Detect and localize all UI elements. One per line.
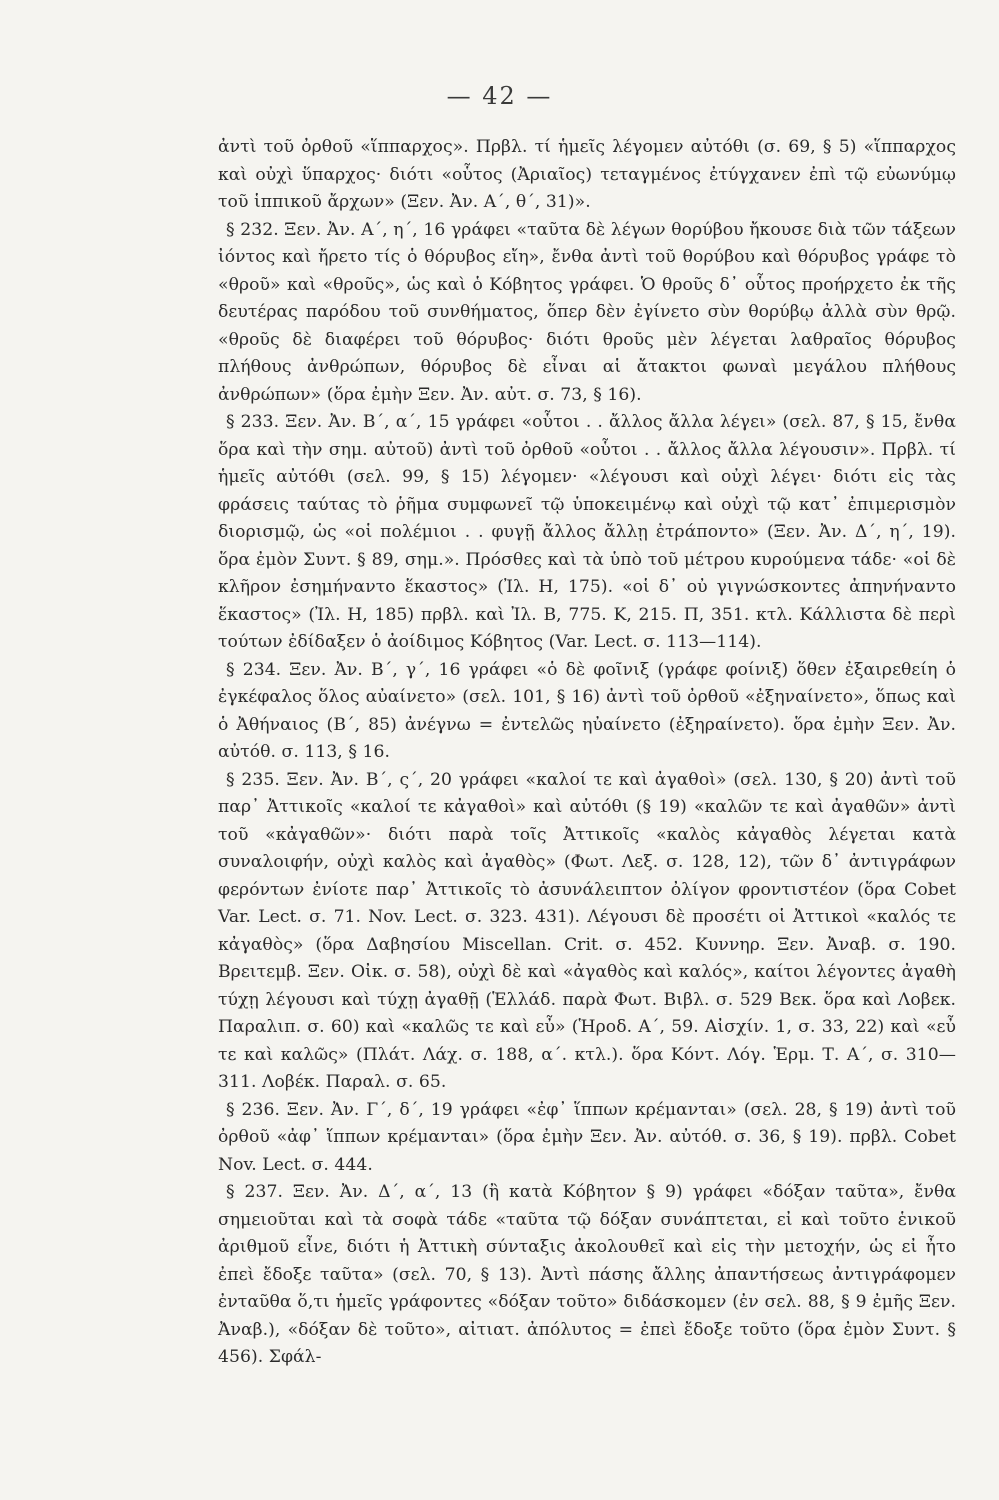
body-text xyxy=(218,134,956,1372)
paragraph-235: § 235. Ξεν. Ἀν. Β΄, ς΄, 20 γράφει «καλοί τε καὶ ἀγαθοὶ» (σελ. 130, § 20) ἀντὶ τοῦ παρ᾽ Ἀττικοῖς «καλοί τε κἀγαθοὶ» καὶ αὐτόθι (§ 19) «καλῶν τε καὶ ἀγαθῶν» ἀντὶ τοῦ «κἀγαθῶν»· διότι παρὰ τοῖς Ἀττικοῖς «καλὸς κἀγαθὸς λέγεται κατὰ συναλοιφήν, οὐχὶ καλὸς καὶ ἀγαθὸς» (Φωτ. Λεξ. σ. 128, 12), τῶν δ᾽ ἀντιγράφων φερόντων ἐνίοτε παρ᾽ Ἀττικοῖς τὸ ἀσυνάλειπτον ὀλίγον φροντιστέον (ὅρα Cobet Var. Lect. σ. 71. Nov. Lect. σ. 323. 431). Λέγουσι δὲ προσέτι οἱ Ἀττικοὶ «καλός τε κἀγαθὸς» (ὅρα Δαβησίου Miscellan. Crit. σ. 452. Κυννηρ. Ξεν. Ἀναβ. σ. 190. Βρειτεμβ. Ξεν. Οἰκ. σ. 58), οὐχὶ δὲ καὶ «ἀγαθὸς καὶ καλός», καίτοι λέγοντες ἀγαθὴ τύχῃ λέγουσι καὶ τύχῃ ἀγαθῇ (Ἑλλάδ. παρὰ Φωτ. Βιβλ. σ. 529 Βεκ. ὅρα καὶ Λοβεκ. Παραλιπ. σ. 60) καὶ «καλῶς τε καὶ εὖ» (Ἡροδ. Α΄, 59. Αἰσχίν. 1, σ. 33, 22) καὶ «εὖ τε καὶ καλῶς» (Πλάτ. Λάχ. σ. 188, α΄. κτλ.). ὅρα Κόντ. Λόγ. Ἑρμ. Τ. Α΄, σ. 310—311. Λοβέκ. Παραλ. σ. 65. xyxy=(218,769,956,1092)
paragraph-234: § 234. Ξεν. Ἀν. Β΄, γ΄, 16 γράφει «ὁ δὲ φοῖνιξ (γράφε φοίνιξ) ὅθεν ἐξαιρεθείη ὁ ἐγκέφαλος ὅλος αὐαίνετο» (σελ. 101, § 16) ἀντὶ τοῦ ὀρθοῦ «ἐξηναίνετο», ὅπως καὶ ὁ Ἀθήναιος (Β΄, 85) ἀνέγνω = ἐντελῶς ηὐαίνετο (ἐξηραίνετο). ὅρα ἐμὴν Ξεν. Ἀν. αὐτόθ. σ. 113, § 16. xyxy=(218,659,956,762)
paragraph-continuation: ἀντὶ τοῦ ὀρθοῦ «ἵππαρχος». Πρβλ. τί ἡμεῖς λέγομεν αὐτόθι (σ. 69, § 5) «ἵππαρχος καὶ οὐχὶ ὕπαρχος· διότι «οὗτος (Ἀριαῖος) τεταγμένος ἐτύγχανεν ἐπὶ τῷ εὐωνύμῳ τοῦ ἱππικοῦ ἄρχων» (Ξεν. Ἀν. Α΄, θ΄, 31)». xyxy=(218,137,956,212)
paragraph-237: § 237. Ξεν. Ἀν. Δ΄, α΄, 13 (ἢ κατὰ Κόβητον § 9) γράφει «δόξαν ταῦτα», ἔνθα σημειοῦται καὶ τὰ σοφὰ τάδε «ταῦτα τῷ δόξαν συνάπτεται, εἰ καὶ τοῦτο ἑνικοῦ ἀριθμοῦ εἶνε, διότι ἡ Ἀττικὴ σύνταξις ἀκολουθεῖ καὶ εἰς τὴν μετοχήν, ὡς εἰ ἦτο ἐπεὶ ἔδοξε ταῦτα» (σελ. 70, § 13). Ἀντὶ πάσης ἄλλης ἀπαντήσεως ἀντιγράφομεν ἐνταῦθα ὅ,τι ἡμεῖς γράφοντες «δόξαν τοῦτο» διδάσκομεν (ἐν σελ. 88, § 9 ἐμῆς Ξεν. Ἀναβ.), «δόξαν δὲ τοῦτο», αἰτιατ. ἀπόλυτος = ἐπεὶ ἔδοξε τοῦτο (ὅρα ἐμὸν Συντ. § 456). Σφάλ- xyxy=(218,1182,956,1367)
paragraph-232: § 232. Ξεν. Ἀν. Α΄, η΄, 16 γράφει «ταῦτα δὲ λέγων θορύβου ἤκουσε διὰ τῶν τάξεων ἰόντος καὶ ἤρετο τίς ὁ θόρυβος εἴη», ἔνθα ἀντὶ τοῦ θορύβου καὶ θόρυβος γράφε τὸ «θροῦ» καὶ «θροῦς», ὡς καὶ ὁ Κόβητος γράφει. Ὁ θροῦς δ᾽ οὗτος προήρχετο ἐκ τῆς δευτέρας παρόδου τοῦ συνθήματος, ὅπερ δὲν ἐγίνετο σὺν θορύβῳ ἀλλὰ σὺν θρῷ. «θροῦς δὲ διαφέρει τοῦ θόρυβος· διότι θροῦς μὲν λέγεται λαθραῖος θόρυβος πλήθους ἀνθρώπων, θόρυβος δὲ εἶναι αἱ ἄτακτοι φωναὶ μεγάλου πλήθους ἀνθρώπων» (ὅρα ἐμὴν Ξεν. Ἀν. αὐτ. σ. 73, § 16). xyxy=(218,219,956,405)
paragraph-233: § 233. Ξεν. Ἀν. Β΄, α΄, 15 γράφει «οὗτοι . . ἄλλος ἄλλα λέγει» (σελ. 87, § 15, ἔνθα ὅρα καὶ τὴν σημ. αὐτοῦ) ἀντὶ τοῦ ὀρθοῦ «οὗτοι . . ἄλλος ἄλλα λέγουσιν». Πρβλ. τί ἡμεῖς αὐτόθι (σελ. 99, § 15) λέγομεν· «λέγουσι καὶ οὐχὶ λέγει· διότι εἰς τὰς φράσεις ταύτας τὸ ῥῆμα συμφωνεῖ τῷ ὑποκειμένῳ καὶ οὐχὶ τῷ κατ᾽ ἐπιμερισμὸν διορισμῷ, ὡς «οἱ πολέμιοι . . φυγῇ ἄλλος ἄλλῃ ἐτράποντο» (Ξεν. Ἀν. Δ΄, η΄, 19). ὅρα ἐμὸν Συντ. § 89, σημ.». Πρόσθες καὶ τὰ ὑπὸ τοῦ μέτρου κυρούμενα τάδε· «οἱ δὲ κλῆρον ἐσημήναντο ἕκαστος» (Ἰλ. Η, 175). «οἱ δ᾽ οὐ γιγνώσκοντες ἀπηνήναντο ἕκαστος» (Ἰλ. Η, 185) πρβλ. καὶ Ἰλ. Β, 775. Κ, 215. Π, 351. κτλ. Κάλλιστα δὲ περὶ τούτων ἐδίδαξεν ὁ ἀοίδιμος Κόβητος (Var. Lect. σ. 113—114). xyxy=(218,412,956,652)
page-number: — 42 — xyxy=(446,82,553,110)
paragraph-236: § 236. Ξεν. Ἀν. Γ΄, δ΄, 19 γράφει «ἐφ᾽ ἵππων κρέμανται» (σελ. 28, § 19) ἀντὶ τοῦ ὀρθοῦ «ἀφ᾽ ἵππων κρέμανται» (ὅρα ἐμὴν Ξεν. Ἀν. αὐτόθ. σ. 36, § 19). πρβλ. Cobet Nov. Lect. σ. 444. xyxy=(218,1099,956,1175)
